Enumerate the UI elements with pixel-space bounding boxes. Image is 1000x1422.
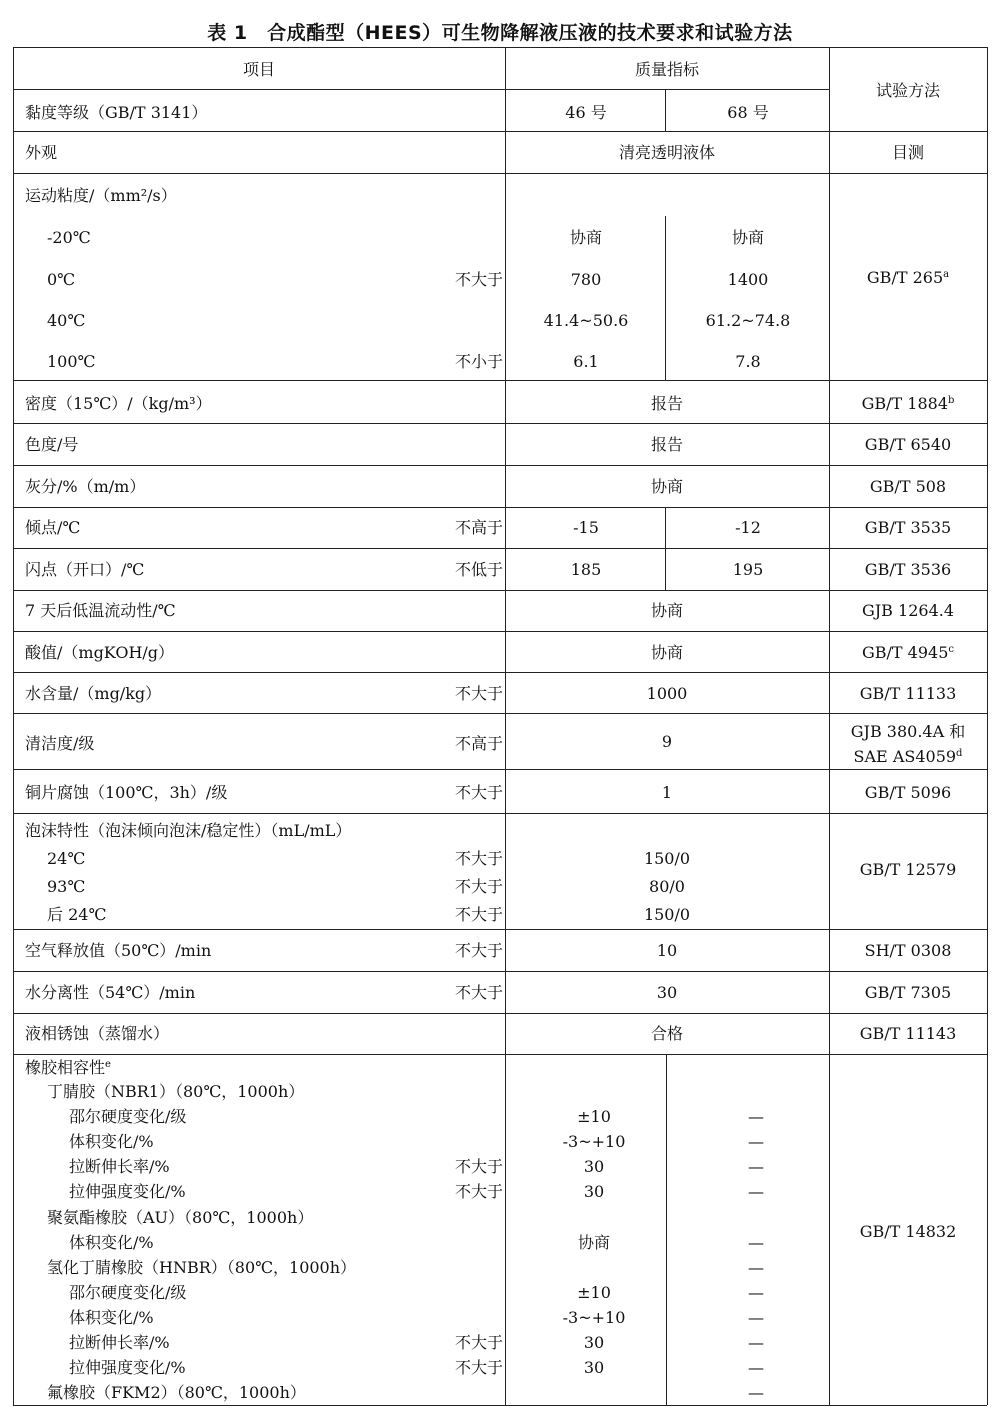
grade-divider (665, 216, 666, 380)
row-label-density: 密度（15℃）/（kg/m³） (25, 394, 212, 413)
row-rule (13, 548, 987, 549)
low-temp-fluidity-value: 协商 (650, 601, 684, 620)
value-46: 30 (583, 1182, 605, 1202)
value-46: -15 (573, 518, 599, 537)
row-rule (13, 507, 987, 508)
rubber-item: 体积变化/% (69, 1132, 154, 1152)
limit-label: 不大于 (454, 1157, 503, 1177)
limit-label: 不大于 (454, 783, 503, 802)
row-label-pour-point: 倾点/℃ (25, 518, 81, 537)
foam-temp: 93℃ (47, 877, 86, 896)
value-46: -3~+10 (562, 1132, 626, 1152)
water-separation-method: GB/T 7305 (864, 983, 952, 1002)
value-46: ±10 (577, 1107, 611, 1127)
water-content-value: 1000 (646, 684, 688, 703)
footnote-mark: b (948, 395, 955, 406)
appearance-value: 清亮透明液体 (618, 143, 716, 162)
pour-point-method: GB/T 3535 (864, 518, 952, 537)
copper-corrosion-value: 1 (661, 783, 673, 802)
viscosity-temp: 40℃ (47, 311, 86, 330)
value-46: 41.4~50.6 (543, 311, 629, 330)
color-value: 报告 (650, 435, 684, 454)
acid-value-value: 协商 (650, 643, 684, 662)
row-label-acid-value: 酸值/（mgKOH/g） (25, 643, 175, 662)
header-item: 项目 (242, 60, 276, 79)
column-rule-method-left (829, 47, 830, 1405)
value-68: — (748, 1333, 764, 1352)
limit-label: 不高于 (454, 734, 503, 753)
limit-label: 不大于 (454, 270, 503, 289)
value-46: -3~+10 (562, 1307, 626, 1327)
limit-label: 不小于 (454, 352, 503, 371)
grade-divider (666, 1054, 667, 1405)
row-rule (13, 631, 987, 632)
density-value: 报告 (650, 394, 684, 413)
color-method: GB/T 6540 (864, 435, 952, 454)
ash-method: GB/T 508 (869, 477, 947, 496)
table-right-border (987, 47, 988, 1405)
header-grade-46: 46 号 (565, 103, 607, 122)
low-temp-fluidity-method: GJB 1264.4 (861, 601, 955, 620)
value-46: 协商 (577, 1232, 611, 1252)
value-68: — (748, 1157, 764, 1177)
row-label-water-content: 水含量/（mg/kg） (25, 684, 162, 703)
table-left-border (13, 47, 14, 1405)
foam-value: 80/0 (649, 877, 685, 896)
row-label-kinematic-viscosity: 运动粘度/（mm²/s） (25, 186, 177, 205)
air-release-method: SH/T 0308 (864, 941, 952, 960)
value-68: 195 (732, 560, 764, 579)
limit-label: 不大于 (454, 1333, 503, 1352)
header-rule-bottom (13, 131, 987, 132)
rubber-method: GB/T 14832 (859, 1222, 957, 1241)
value-68: — (748, 1132, 764, 1152)
foam-method: GB/T 12579 (859, 860, 957, 879)
limit-label: 不大于 (454, 1358, 503, 1378)
rubber-item: 拉伸强度变化/% (69, 1358, 186, 1378)
row-rule (13, 1013, 987, 1014)
row-label-ash: 灰分/%（m/m） (25, 477, 146, 496)
row-rule (13, 380, 987, 381)
cleanliness-method: GJB 380.4A 和 (850, 722, 966, 741)
value-46: 协商 (569, 228, 603, 247)
limit-label: 不大于 (454, 877, 503, 896)
row-rule (13, 173, 987, 174)
row-label-color: 色度/号 (25, 435, 79, 454)
value-46: 6.1 (573, 352, 599, 371)
water-separation-value: 30 (656, 983, 678, 1002)
row-label-appearance: 外观 (25, 143, 58, 162)
header-rule-quality (505, 89, 829, 90)
cleanliness-method: SAE AS4059$^d$ (853, 747, 963, 766)
viscosity-temp: -20℃ (47, 228, 91, 247)
row-label-cleanliness: 清洁度/级 (25, 734, 95, 753)
header-method: 试验方法 (875, 81, 941, 100)
foam-value: 150/0 (643, 849, 691, 868)
rubber-item: 拉伸强度变化/% (69, 1182, 186, 1202)
table-bottom-border (13, 1405, 987, 1406)
row-label-liquid-rust: 液相锈蚀（蒸馏水） (25, 1024, 170, 1043)
rubber-item: 体积变化/% (69, 1232, 154, 1252)
limit-label: 不低于 (454, 560, 503, 579)
row-label-copper-corrosion: 铜片腐蚀（100℃，3h）/级 (25, 783, 228, 802)
rubber-item: 氟橡胶（FKM2）（80℃，1000h） (47, 1383, 306, 1403)
foam-temp: 24℃ (47, 849, 86, 868)
value-68: — (748, 1182, 764, 1202)
rubber-item: 拉断伸长率/% (69, 1157, 170, 1177)
row-label-low-temp-fluidity: 7 天后低温流动性/℃ (25, 601, 176, 620)
value-68: 1400 (727, 270, 769, 289)
air-release-value: 10 (656, 941, 678, 960)
limit-label: 不大于 (454, 1182, 503, 1202)
row-label-water-separation: 水分离性（54℃）/min (25, 983, 196, 1002)
limit-label: 不大于 (454, 941, 503, 960)
column-rule-quality-left (505, 47, 506, 1405)
limit-label: 不大于 (454, 905, 503, 924)
value-68: — (748, 1307, 764, 1327)
row-rule (13, 423, 987, 424)
value-46: ±10 (577, 1282, 611, 1302)
row-label-air-release: 空气释放值（50℃）/min (25, 941, 212, 960)
acid-value-method: GB/T 4945$^c$ (861, 643, 955, 662)
row-label-flash-point: 闪点（开口）/℃ (25, 560, 145, 579)
rubber-item: 氢化丁腈橡胶（HNBR）（80℃，1000h） (47, 1257, 357, 1277)
row-rule (13, 971, 987, 972)
value-68: -12 (735, 518, 761, 537)
footnote-mark: d (956, 748, 963, 759)
row-rule (13, 465, 987, 466)
value-46: 780 (570, 270, 602, 289)
value-68: 协商 (731, 228, 765, 247)
liquid-rust-value: 合格 (650, 1024, 684, 1043)
row-rule (13, 929, 987, 930)
cleanliness-value: 9 (661, 732, 673, 751)
value-46: 185 (570, 560, 602, 579)
footnote-mark: c (948, 644, 955, 655)
row-label-rubber: 橡胶相容性$^e$ (25, 1058, 111, 1077)
water-content-method: GB/T 11133 (859, 684, 957, 703)
ash-value: 协商 (650, 477, 684, 496)
value-68: — (748, 1282, 764, 1302)
value-68: — (748, 1257, 764, 1277)
footnote-mark: e (105, 1059, 111, 1070)
foam-value: 150/0 (643, 905, 691, 924)
row-rule (13, 813, 987, 814)
flash-point-method: GB/T 3536 (864, 560, 952, 579)
value-46: 30 (583, 1157, 605, 1177)
value-68: — (748, 1383, 764, 1403)
value-68: 61.2~74.8 (705, 311, 791, 330)
viscosity-temp: 0℃ (47, 270, 76, 289)
row-rule (13, 713, 987, 714)
limit-label: 不高于 (454, 518, 503, 537)
density-method: GB/T 1884$^b$ (861, 394, 955, 413)
appearance-method: 目测 (891, 143, 925, 162)
value-68: — (748, 1107, 764, 1127)
table-title: 表 1 合成酯型（HEES）可生物降解液压液的技术要求和试验方法 (207, 22, 793, 44)
viscosity-temp: 100℃ (47, 352, 96, 371)
foam-temp: 后 24℃ (47, 905, 107, 924)
value-68: — (748, 1232, 764, 1252)
header-grade-68: 68 号 (727, 103, 769, 122)
row-rule (13, 672, 987, 673)
grade-divider (665, 548, 666, 590)
header-quality: 质量指标 (634, 60, 700, 79)
value-68: 7.8 (735, 352, 761, 371)
rubber-item: 丁腈胶（NBR1）（80℃，1000h） (47, 1082, 305, 1101)
value-46: 30 (583, 1358, 605, 1378)
rubber-item: 聚氨酯橡胶（AU）（80℃，1000h） (47, 1207, 314, 1227)
row-rule (13, 769, 987, 770)
limit-label: 不大于 (454, 684, 503, 703)
rubber-item: 体积变化/% (69, 1307, 154, 1327)
rubber-item: 邵尔硬度变化/级 (69, 1282, 187, 1302)
grade-divider (665, 507, 666, 548)
copper-corrosion-method: GB/T 5096 (864, 783, 952, 802)
row-rule (13, 590, 987, 591)
rubber-item: 邵尔硬度变化/级 (69, 1107, 187, 1127)
liquid-rust-method: GB/T 11143 (859, 1024, 957, 1043)
limit-label: 不大于 (454, 849, 503, 868)
rubber-item: 拉断伸长率/% (69, 1333, 170, 1352)
row-rule (13, 1054, 987, 1055)
row-label-foam: 泡沫特性（泡沫倾向泡沫/稳定性）（mL/mL） (25, 821, 352, 840)
table-top-border (13, 47, 987, 48)
header-viscosity-grade: 黏度等级（GB/T 3141） (25, 103, 208, 122)
header-rule-item (13, 89, 505, 90)
viscosity-method: GB/T 265$^a$ (866, 268, 950, 287)
footnote-mark: a (943, 269, 950, 280)
value-68: — (748, 1358, 764, 1378)
limit-label: 不大于 (454, 983, 503, 1002)
value-46: 30 (583, 1333, 605, 1352)
header-grade-divider (665, 89, 666, 131)
